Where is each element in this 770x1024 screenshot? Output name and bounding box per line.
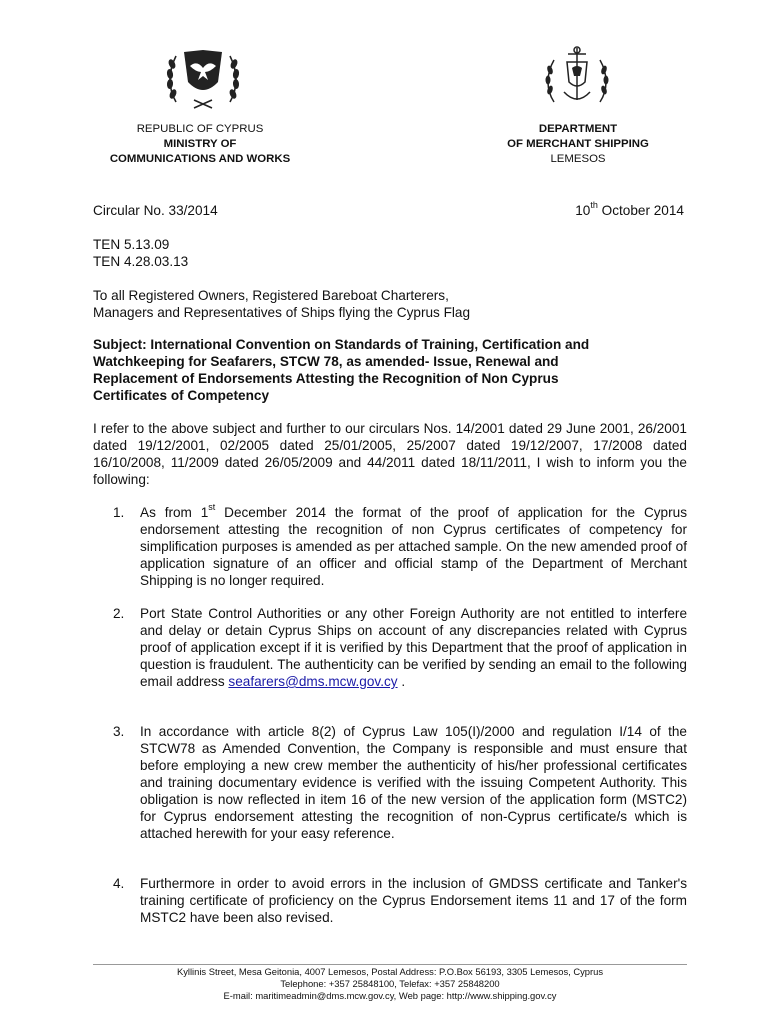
date-rest: October 2014 [597,203,684,218]
subject-line-2: Watchkeeping for Seafarers, STCW 78, as amended- Issue, Renewal and [93,354,559,369]
subject-line-4: Certificates of Competency [93,388,270,403]
department-line: DEPARTMENT [538,123,618,135]
item-text: As from 1st December 2014 the format of the proof of application for the Cyprus endorsement attesting the recognition of non Cyprus certificates of competency for simplification purposes is amended as per attached sample. On the new amended proof of application signature of an officer and official stamp of the Department of Merchant Shipping is no longer required. [140,502,687,588]
footer-phone: Telephone: +357 25848100, Telefax: +357 25848200 [280,978,500,989]
city-line: LEMESOS [550,153,606,165]
republic-line: REPUBLIC OF CYPRUS [136,123,264,135]
footer-address: Kyllinis Street, Mesa Geitonia, 4007 Lemesos, Postal Address: P.O.Box 56193, 3305 Lemesos, Cyprus [176,966,604,977]
item-number: 1. [113,505,125,520]
footer [93,966,687,1002]
item-text: In accordance with article 8(2) of Cyprus Law 105(I)/2000 and regulation I/14 of the STCW78 as Amended Convention, the Company is responsible and must ensure that before employing a new crew member the authenticity of his/her professional certificates and training documentary evidence is verified with the issuing Competent Authority. This obligation is now reflected in item 16 of the new version of the application form (MSTC2) for Cyprus endorsement attesting the recognition of non-Cyprus certificate/s which is attached herewith for your easy reference. [140,724,687,841]
item-number: 4. [113,876,125,891]
circular-date [500,202,684,219]
left-header [80,122,320,167]
reference-1: TEN 5.13.09 [93,237,170,252]
department-line-2: OF MERCHANT SHIPPING [507,138,649,150]
subject [93,336,693,404]
merchant-shipping-emblem-icon [542,44,612,112]
reference-2: TEN 4.28.03.13 [93,254,189,269]
item-text: Port State Control Authorities or any other Foreign Authority are not entitled to interfere and delay or detain Cyprus Ships on account of any discrepancies related with Cyprus proof of application except if it is verified by this Department that the proof of application in question is fraudulent. The authenticity can be verified by sending an email to the following email address seafarers@dms.mcw.gov.cy . [140,606,687,689]
date-suffix: th [590,200,598,211]
addressees-line-1: To all Registered Owners, Registered Bareboat Charterers, [93,288,449,303]
subject-line-3: Replacement of Endorsements Attesting the Recognition of Non Cyprus [93,371,559,386]
item-number: 2. [113,606,125,621]
item-number: 3. [113,724,125,739]
cyprus-coat-of-arms-icon [164,42,242,112]
footer-contact: E-mail: maritimeadmin@dms.mcw.gov.cy, Web page: http://www.shipping.gov.cy [223,990,557,1001]
ministry-line-2: COMMUNICATIONS AND WORKS [109,153,291,165]
circular-number: Circular No. 33/2014 [93,203,218,218]
item-text: Furthermore in order to avoid errors in the inclusion of GMDSS certificate and Tanker's training certificate of proficiency on the Cyprus Endorsement items 11 and 17 of the form MSTC2 have been also revised. [140,876,687,925]
ministry-line: MINISTRY OF [163,138,237,150]
right-header [470,122,686,167]
item-sup: st [208,502,216,513]
date-day: 10 [575,203,591,218]
email-link[interactable]: seafarers@dms.mcw.gov.cy [228,674,398,689]
subject-line-1: Subject: International Convention on Standards of Training, Certification and [93,337,590,352]
addressees-line-2: Managers and Representatives of Ships flying the Cyprus Flag [93,305,471,320]
footer-divider [93,964,687,965]
intro-paragraph: I refer to the above subject and further to our circulars Nos. 14/2001 dated 29 June 2001, 26/2001 dated 19/12/2001, 02/2005 dated 25/01/2005, 25/2007 dated 19/12/2007, 17/2008 dated 16/10/2008, 11/2009 dated 26/05/2009 and 44/2011 dated 18/11/2011, I wish to inform you the following: [93,421,687,487]
